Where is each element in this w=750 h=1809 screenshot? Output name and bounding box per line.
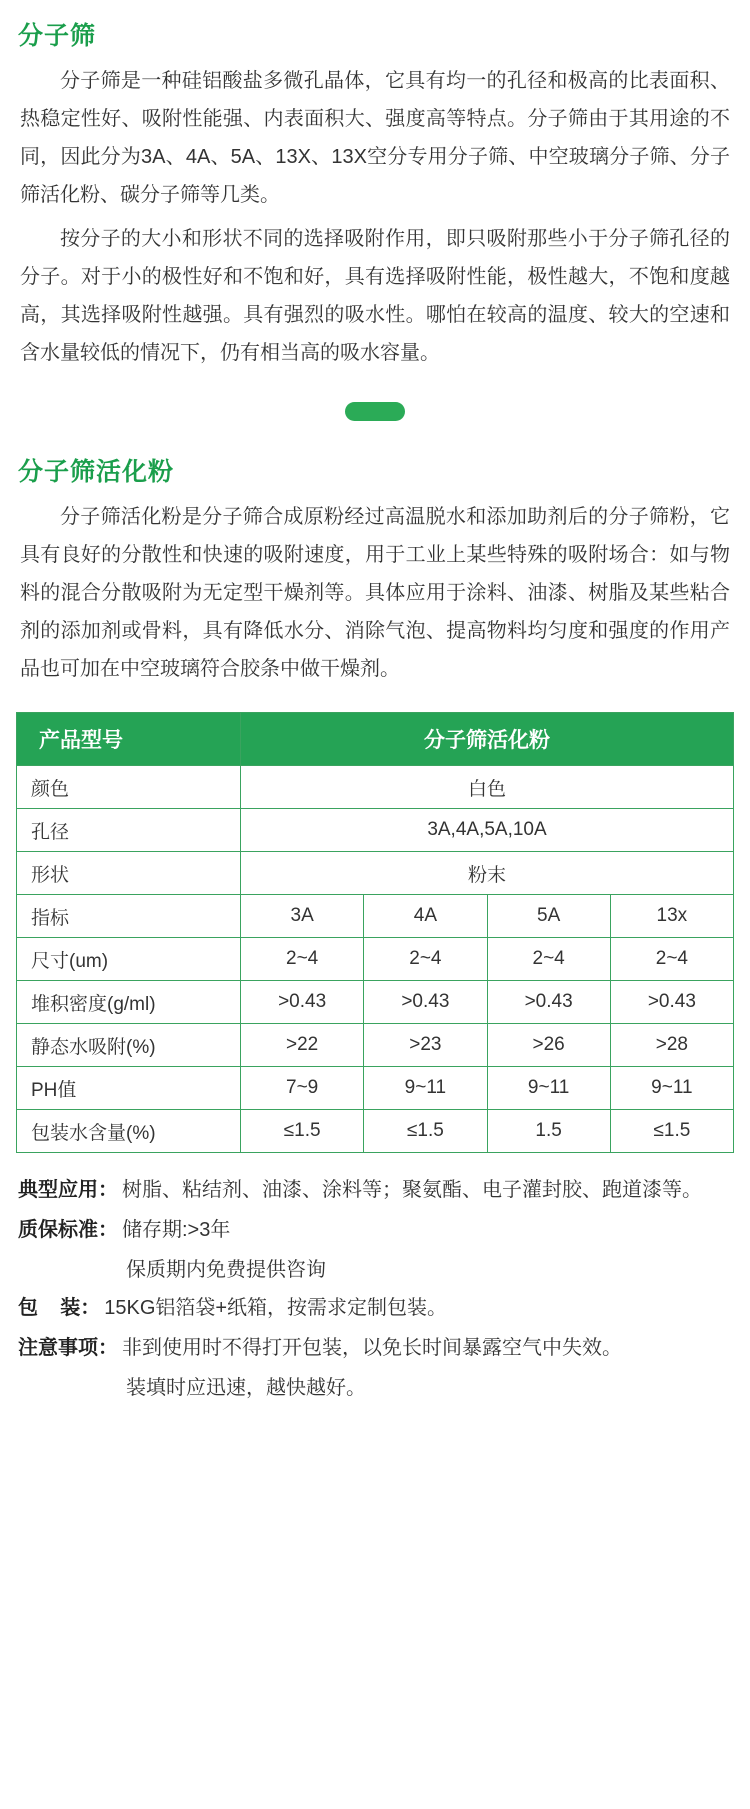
info-key: 质保标准： bbox=[18, 1219, 118, 1241]
info-item-application bbox=[18, 1171, 732, 1209]
row-value: 粉末 bbox=[241, 852, 734, 895]
row-label: 静态水吸附(%) bbox=[17, 1024, 241, 1067]
row-cell: >0.43 bbox=[610, 981, 733, 1024]
row-label: 形状 bbox=[17, 852, 241, 895]
info-value: 树脂、粘结剂、油漆、涂料等；聚氨酯、电子灌封胶、跑道漆等。 bbox=[122, 1179, 702, 1201]
table-row bbox=[17, 1024, 734, 1067]
info-key: 典型应用： bbox=[18, 1179, 118, 1201]
row-label: 尺寸(um) bbox=[17, 938, 241, 981]
row-label: 包装水含量(%) bbox=[17, 1110, 241, 1153]
info-item-notice-sub: 装填时应迅速，越快越好。 bbox=[126, 1377, 366, 1399]
table-row bbox=[17, 852, 734, 895]
info-item-warranty-sub: 保质期内免费提供咨询 bbox=[126, 1259, 326, 1281]
intro-section bbox=[14, 16, 736, 372]
info-value: 非到使用时不得打开包装，以免长时间暴露空气中失效。 bbox=[122, 1337, 622, 1359]
row-cell: 7~9 bbox=[241, 1067, 364, 1110]
row-cell: 9~11 bbox=[487, 1067, 610, 1110]
product-info-badge bbox=[345, 402, 405, 421]
row-label: 指标 bbox=[17, 895, 241, 938]
row-label: 堆积密度(g/ml) bbox=[17, 981, 241, 1024]
info-value: 储存期:>3年 bbox=[122, 1219, 231, 1241]
row-cell: 9~11 bbox=[610, 1067, 733, 1110]
table-row bbox=[17, 938, 734, 981]
row-cell: >0.43 bbox=[487, 981, 610, 1024]
row-cell: 3A bbox=[241, 895, 364, 938]
row-label: 孔径 bbox=[17, 809, 241, 852]
info-key: 包 装： bbox=[18, 1297, 101, 1319]
row-cell: 13x bbox=[610, 895, 733, 938]
table-row bbox=[17, 766, 734, 809]
product-info-banner bbox=[14, 402, 736, 426]
powder-paragraph-1: 分子筛活化粉是分子筛合成原粉经过高温脱水和添加助剂后的分子筛粉，它具有良好的分散性和快速的吸附速度，用于工业上某些特殊的吸附场合：如与物料的混合分散吸附为无定型干燥剂等。具体应用于涂料、油漆、树脂及某些粘合剂的添加剂或骨料，具有降低水分、消除气泡、提高物料均匀度和强度的作用产品也可加在中空玻璃符合胶条中做干燥剂。 bbox=[20, 506, 730, 680]
row-cell: >22 bbox=[241, 1024, 364, 1067]
info-item-packaging bbox=[18, 1289, 732, 1327]
row-label: PH值 bbox=[17, 1067, 241, 1110]
table-row bbox=[17, 809, 734, 852]
table-row bbox=[17, 895, 734, 938]
product-info-list bbox=[18, 1171, 732, 1407]
table-row bbox=[17, 981, 734, 1024]
row-cell: ≤1.5 bbox=[364, 1110, 487, 1153]
info-item-notice bbox=[18, 1329, 732, 1367]
powder-section-title: 分子筛活化粉 bbox=[18, 458, 175, 486]
row-cell: >28 bbox=[610, 1024, 733, 1067]
row-value: 白色 bbox=[241, 766, 734, 809]
row-cell: ≤1.5 bbox=[610, 1110, 733, 1153]
table-row bbox=[17, 1110, 734, 1153]
spec-table bbox=[16, 712, 734, 1153]
row-cell: >0.43 bbox=[241, 981, 364, 1024]
table-header-row bbox=[17, 713, 734, 766]
header-model: 产品型号 bbox=[17, 713, 241, 766]
info-key: 注意事项： bbox=[18, 1337, 118, 1359]
info-value: 15KG铝箔袋+纸箱，按需求定制包装。 bbox=[104, 1297, 448, 1319]
page-title: 分子筛 bbox=[18, 22, 97, 50]
spec-table-wrapper bbox=[16, 712, 734, 1153]
row-cell: 2~4 bbox=[487, 938, 610, 981]
row-cell: 9~11 bbox=[364, 1067, 487, 1110]
row-cell: ≤1.5 bbox=[241, 1110, 364, 1153]
row-cell: 5A bbox=[487, 895, 610, 938]
header-product-name: 分子筛活化粉 bbox=[241, 713, 734, 766]
row-cell: 2~4 bbox=[610, 938, 733, 981]
row-value: 3A,4A,5A,10A bbox=[241, 809, 734, 852]
row-label: 颜色 bbox=[17, 766, 241, 809]
powder-section bbox=[14, 452, 736, 688]
row-cell: >26 bbox=[487, 1024, 610, 1067]
row-cell: 1.5 bbox=[487, 1110, 610, 1153]
info-item-warranty bbox=[18, 1211, 732, 1249]
row-cell: >0.43 bbox=[364, 981, 487, 1024]
row-cell: 2~4 bbox=[364, 938, 487, 981]
table-row bbox=[17, 1067, 734, 1110]
intro-paragraph-1: 分子筛是一种硅铝酸盐多微孔晶体，它具有均一的孔径和极高的比表面积、热稳定性好、吸附性能强、内表面积大、强度高等特点。分子筛由于其用途的不同，因此分为3A、4A、5A、13X、13X空分专用分子筛、中空玻璃分子筛、分子筛活化粉、碳分子筛等几类。 bbox=[20, 70, 730, 206]
row-cell: >23 bbox=[364, 1024, 487, 1067]
row-cell: 4A bbox=[364, 895, 487, 938]
row-cell: 2~4 bbox=[241, 938, 364, 981]
intro-paragraph-2: 按分子的大小和形状不同的选择吸附作用，即只吸附那些小于分子筛孔径的分子。对于小的极性好和不饱和好，具有选择吸附性能，极性越大，不饱和度越高，其选择吸附性越强。具有强烈的吸水性。哪怕在较高的温度、较大的空速和含水量较低的情况下，仍有相当高的吸水容量。 bbox=[20, 228, 730, 364]
